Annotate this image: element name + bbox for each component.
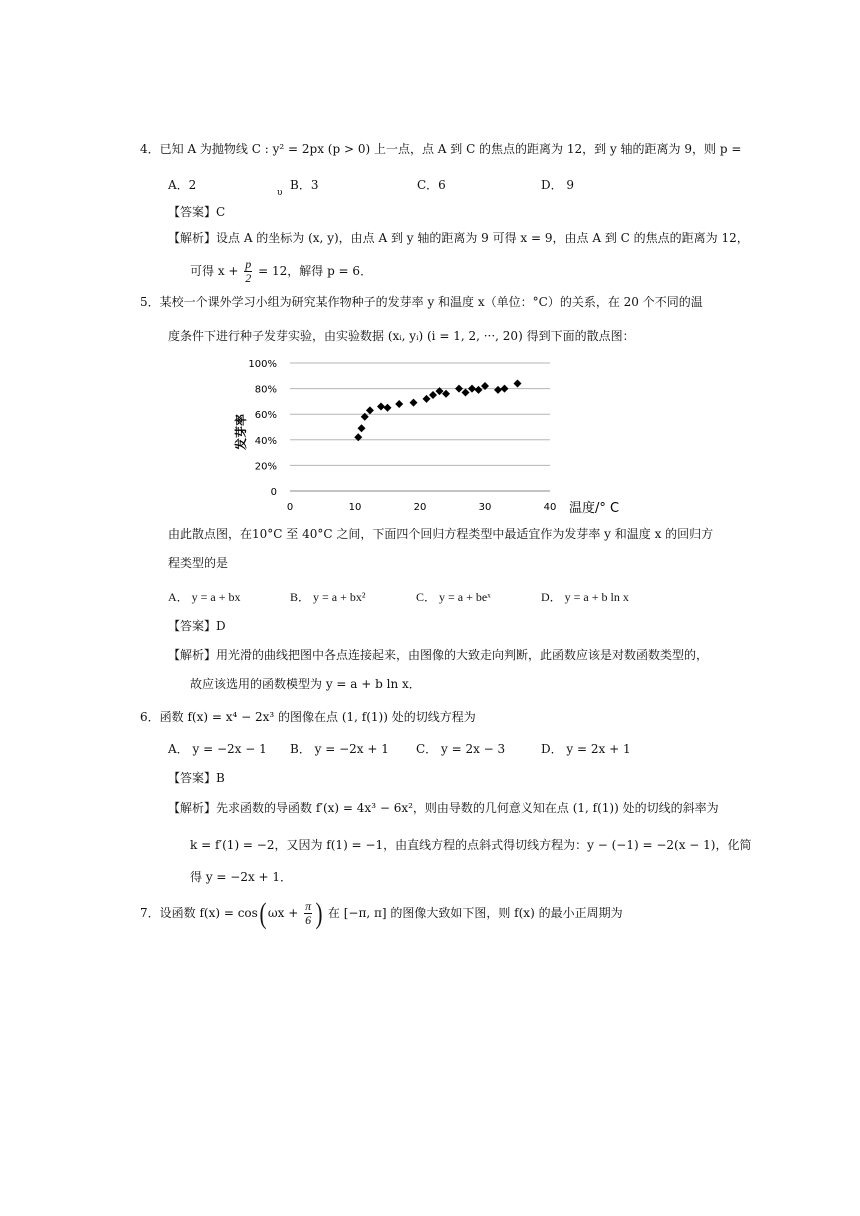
- q7-frac-den: 6: [305, 913, 312, 927]
- q6-option-d: D． y = 2x + 1: [541, 742, 631, 756]
- q5-option-b: B． y = a + bx²: [290, 590, 366, 604]
- q5-stem-text1: 某校一个课外学习小组为研究某作物种子的发芽率 y 和温度 x（单位：°C）的关系，在 20 个不同的温: [159, 295, 703, 309]
- q5-stem-line2: 度条件下进行种子发芽实验，由实验数据 (xᵢ, yᵢ) (i = 1, 2, ···, 20) 得到下面的散点图：: [168, 329, 635, 343]
- y-tick-label: 40%: [254, 435, 277, 447]
- q7-fraction: [304, 900, 312, 927]
- data-point: [366, 406, 374, 414]
- q5-option-c: C． y = a + beˣ: [416, 590, 491, 604]
- data-point: [358, 424, 366, 432]
- y-tick-labels: [248, 359, 277, 498]
- q5-after-line1: 由此散点图，在10°C 至 40°C 之间，下面四个回归方程类型中最适宜作为发芽率 y 和温度 x 的回归方: [168, 527, 714, 541]
- q6-option-a: A． y = −2x − 1: [168, 742, 267, 756]
- q7-paren-inner: ωx +: [267, 906, 299, 920]
- data-point: [475, 386, 483, 394]
- q5-number: 5．: [140, 295, 160, 309]
- x-tick-label: 40: [543, 502, 557, 513]
- q6-analysis-line2: k = f′(1) = −2，又因为 f(1) = −1，由直线方程的点斜式得切线方程为：y − (−1) = −2(x − 1)，化简: [190, 838, 752, 852]
- data-point: [423, 395, 431, 403]
- q5-analysis-line2: 故应该选用的函数模型为 y = a + b ln x．: [190, 677, 421, 691]
- y-axis-label: 发芽率: [234, 413, 248, 451]
- q5-analysis-line1: 【解析】用光滑的曲线把图中各点连接起来，由图像的大致走向判断，此函数应该是对数函数类型的，: [168, 648, 709, 662]
- q6-number: 6．: [140, 710, 160, 724]
- scatter-chart: [226, 350, 646, 520]
- q6-stem-text: 函数 f(x) = x⁴ − 2x³ 的图像在点 (1, f(1)) 处的切线方程为: [159, 710, 476, 724]
- data-point: [468, 385, 476, 393]
- data-point: [377, 403, 385, 411]
- data-point: [429, 391, 437, 399]
- data-point: [462, 388, 470, 396]
- q6-stem: [140, 708, 476, 726]
- x-tick-label: 10: [348, 502, 362, 513]
- q4-option-d: D． 9: [541, 178, 575, 192]
- q6-answer: 【答案】B: [168, 771, 225, 785]
- q4-option-b: B．3: [290, 178, 319, 192]
- q7-left-paren: (: [259, 896, 267, 930]
- q4-stem-text: 已知 A 为抛物线 C : y² = 2px (p > 0) 上一点，点 A 到 C 的焦点的距离为 12，到 y 轴的距离为 9，则 p =: [159, 142, 742, 156]
- q4-option-a: A．2: [168, 178, 197, 192]
- data-point: [494, 386, 502, 394]
- q5-after-line2: 程类型的是: [168, 556, 229, 570]
- y-tick-label: 20%: [254, 461, 277, 473]
- q4-analysis-line2: [190, 258, 372, 285]
- q6-analysis-line1: 【解析】先求函数的导函数 f′(x) = 4x³ − 6x²，则由导数的几何意义知在点 (1, f(1)) 处的切线的斜率为: [168, 801, 719, 815]
- data-point: [384, 404, 392, 412]
- q7-stem: [140, 896, 623, 930]
- q4-stem: [140, 140, 741, 158]
- y-tick-label: 0: [270, 487, 277, 498]
- q5-option-d: D． y = a + b ln x: [541, 590, 629, 604]
- q4-frac-den: 2: [245, 271, 252, 285]
- x-tick-label: 30: [478, 502, 492, 513]
- q4-answer: 【答案】C: [168, 205, 226, 219]
- q4-analysis-2a: 可得 x +: [190, 264, 239, 278]
- y-tick-label: 100%: [248, 359, 277, 370]
- q5-answer: 【答案】D: [168, 619, 226, 633]
- q4-analysis-2b: = 12，解得 p = 6．: [258, 264, 373, 278]
- chart-grid: [290, 363, 550, 491]
- q6-analysis-line3: 得 y = −2x + 1．: [190, 870, 293, 884]
- x-tick-label: 0: [286, 502, 294, 513]
- q6-option-c: C． y = 2x − 3: [416, 742, 506, 756]
- q7-stem-a: 设函数 f(x) = cos: [159, 906, 258, 920]
- q5-option-a: A． y = a + bx: [168, 590, 241, 604]
- x-axis-label: 温度/° C: [569, 501, 620, 516]
- x-tick-label: 20: [413, 502, 427, 513]
- q7-frac-num: π: [305, 899, 312, 913]
- q4-option-c: C．6: [417, 178, 446, 192]
- y-tick-label: 60%: [254, 410, 277, 422]
- q4-number: 4．: [140, 142, 160, 156]
- q5-stem-line1: [140, 293, 703, 311]
- q7-number: 7．: [140, 906, 160, 920]
- data-point: [501, 385, 509, 393]
- q4-analysis-line1: 【解析】设点 A 的坐标为 (x, y)，由点 A 到 y 轴的距离为 9 可得 x = 9，由点 A 到 C 的焦点的距离为 12，: [168, 231, 749, 245]
- q7-right-paren: ): [315, 896, 323, 930]
- q4-stray-mark: υ: [277, 188, 283, 198]
- q6-option-b: B． y = −2x + 1: [290, 742, 389, 756]
- data-point: [395, 400, 403, 408]
- x-tick-labels: [287, 502, 557, 513]
- data-point: [455, 385, 463, 393]
- q7-stem-b: 在 [−π, π] 的图像大致如下图，则 f(x) 的最小正周期为: [327, 906, 623, 920]
- data-point: [514, 379, 522, 387]
- y-tick-label: 80%: [254, 384, 277, 396]
- data-point: [410, 399, 418, 407]
- q4-frac-num: p: [245, 257, 252, 271]
- q4-fraction: [244, 258, 252, 285]
